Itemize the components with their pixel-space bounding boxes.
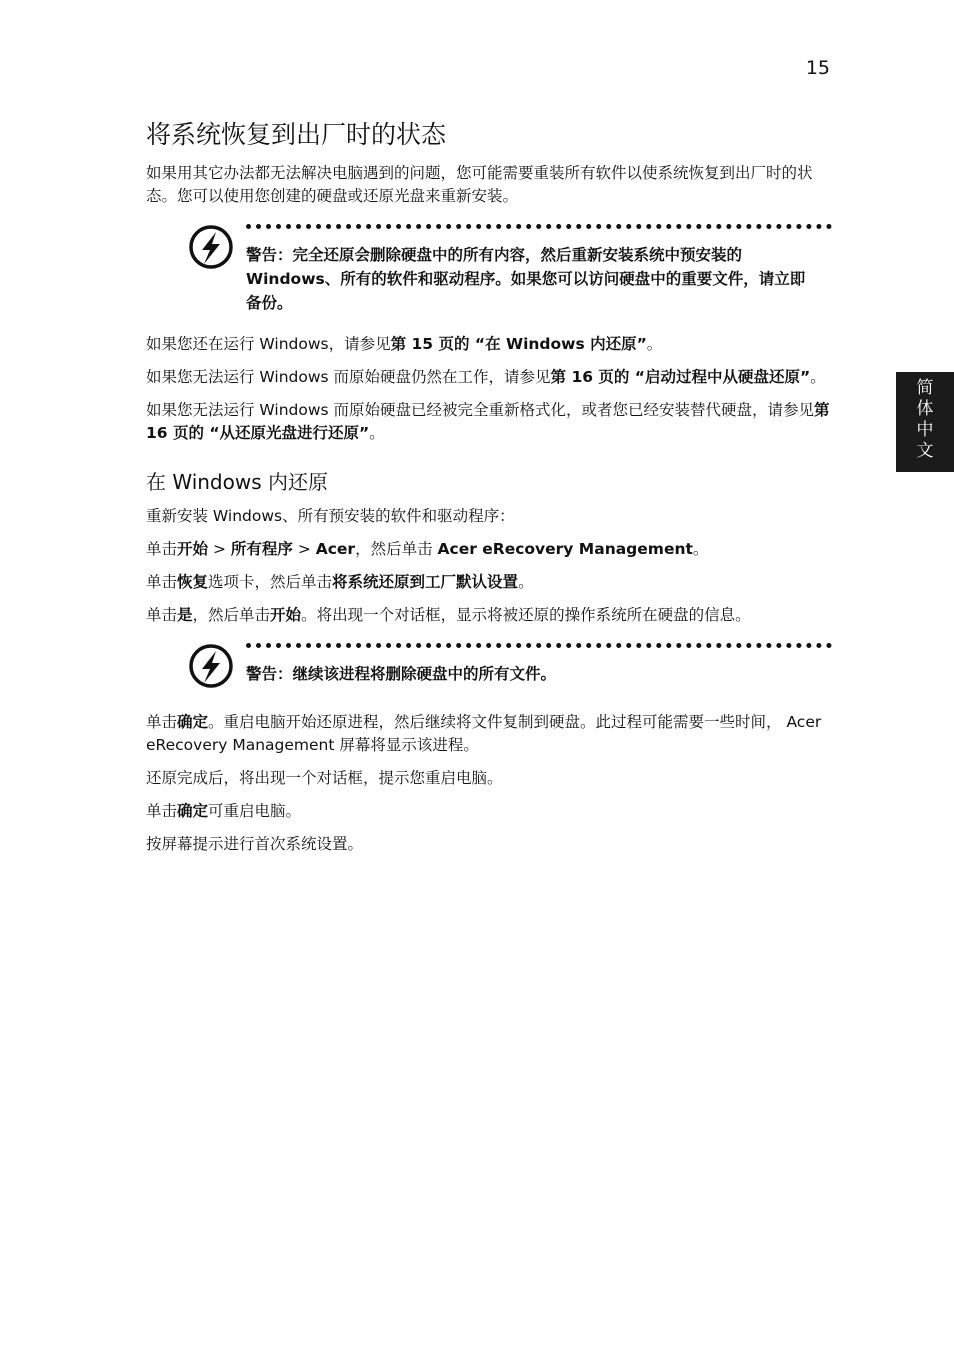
page-reference-link: 第 15 页的 “在 Windows 内还原”: [390, 335, 647, 353]
language-tab: [896, 372, 954, 472]
section-title: 将系统恢复到出厂时的状态: [146, 120, 447, 149]
page-number: 15: [805, 57, 830, 79]
warning-block: [146, 643, 832, 693]
step-ok-restore: 单击确定。重启电脑开始还原进程，然后继续将文件复制到硬盘。此过程可能需要一些时间， Acer eRecovery Management 屏幕将显示该进程。: [146, 713, 822, 754]
page-reference-link: 第 16 页的 “启动过程中从硬盘还原”: [550, 368, 811, 386]
step-restore-complete: 还原完成后，将出现一个对话框，提示您重启电脑。: [146, 769, 503, 787]
step-open-erecovery: 单击开始 > 所有程序 > Acer，然后单击 Acer eRecovery Management。: [146, 540, 709, 558]
dotted-divider: [246, 643, 832, 648]
step-first-setup: 按屏幕提示进行首次系统设置。: [146, 835, 364, 853]
language-tab-char: 文: [916, 441, 934, 461]
dotted-divider: [246, 224, 832, 229]
warning-block: [146, 224, 832, 315]
step-intro: 重新安装 Windows、所有预安装的软件和驱动程序：: [146, 507, 515, 525]
paragraph-running-windows: 如果您还在运行 Windows，请参见第 15 页的 “在 Windows 内还原”。: [146, 335, 663, 353]
subsection-title: 在 Windows 内还原: [146, 470, 328, 494]
language-tab-char: 中: [916, 420, 934, 440]
step-confirm-start: 单击是，然后单击开始。将出现一个对话框，显示将被还原的操作系统所在硬盘的信息。: [146, 606, 751, 624]
warning-text: 警告：完全还原会删除硬盘中的所有内容，然后重新安装系统中预安装的 Windows、所有的软件和驱动程序。如果您可以访问硬盘中的重要文件，请立即备份。: [246, 246, 806, 312]
paragraph-replacement-disk: 如果您无法运行 Windows 而原始硬盘已经被完全重新格式化，或者您已经安装替代硬盘，请参见第 16 页的 “从还原光盘进行还原”。: [146, 401, 830, 442]
language-tab-char: 体: [916, 399, 934, 419]
warning-text: 警告：继续该进程将删除硬盘中的所有文件。: [246, 665, 557, 683]
step-restore-tab: 单击恢复选项卡，然后单击将系统还原到工厂默认设置。: [146, 573, 534, 591]
language-tab-char: 简: [916, 378, 934, 398]
main-content: [146, 118, 832, 866]
warning-lightning-icon: [188, 224, 234, 270]
intro-paragraph: 如果用其它办法都无法解决电脑遇到的问题，您可能需要重装所有软件以使系统恢复到出厂时的状态。您可以使用您创建的硬盘或还原光盘来重新安装。: [146, 164, 813, 205]
warning-lightning-icon: [188, 643, 234, 689]
paragraph-hard-disk: 如果您无法运行 Windows 而原始硬盘仍然在工作，请参见第 16 页的 “启动过程中从硬盘还原”。: [146, 368, 826, 386]
step-restart: 单击确定可重启电脑。: [146, 802, 302, 820]
page-reference-link: 第 16 页的 “从还原光盘进行还原”: [146, 401, 830, 442]
